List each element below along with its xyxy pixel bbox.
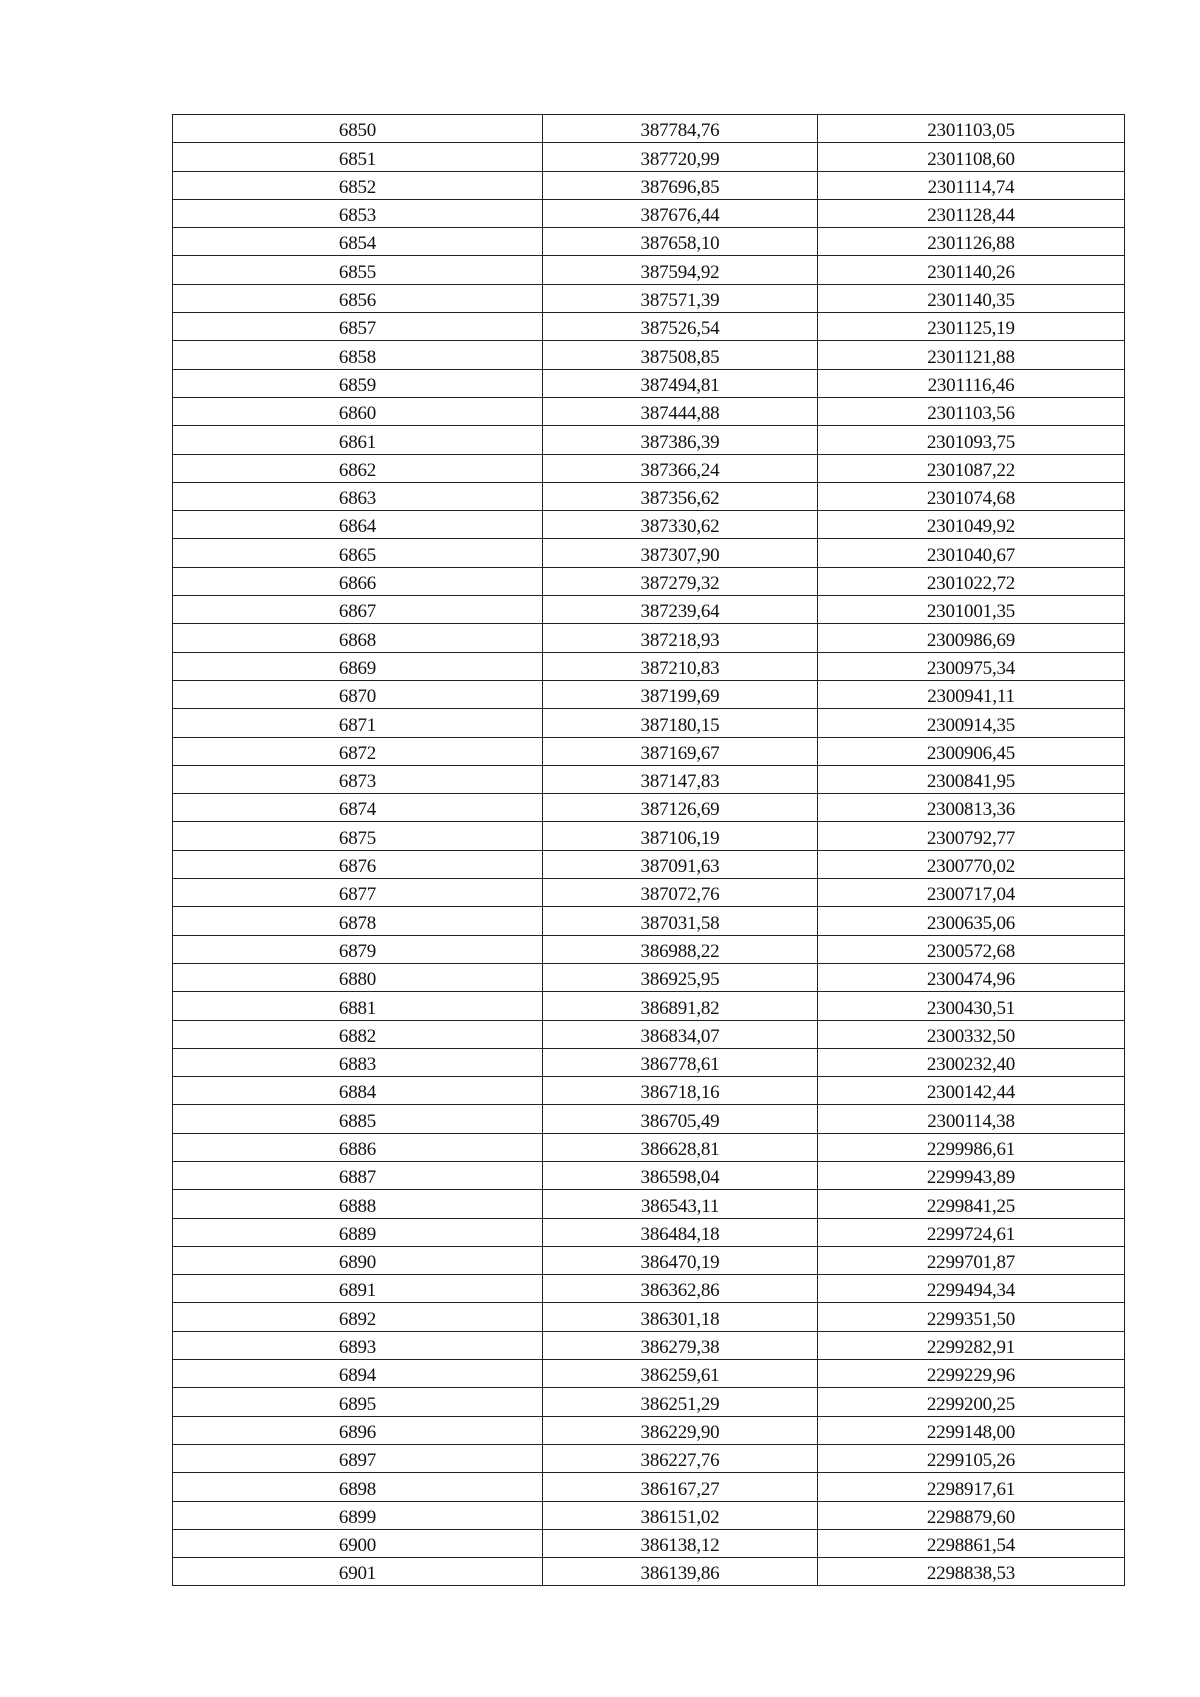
point-number-cell: 6892 [173, 1303, 543, 1331]
point-number-cell: 6857 [173, 313, 543, 341]
x-coordinate-cell: 387356,62 [543, 482, 818, 510]
y-coordinate-cell: 2301074,68 [818, 482, 1125, 510]
x-coordinate-cell: 387199,69 [543, 680, 818, 708]
x-coordinate-cell: 386778,61 [543, 1048, 818, 1076]
x-coordinate-cell: 387210,83 [543, 652, 818, 680]
y-coordinate-cell: 2301128,44 [818, 199, 1125, 227]
y-coordinate-cell: 2301022,72 [818, 567, 1125, 595]
table-row [173, 680, 1125, 708]
point-number-cell: 6894 [173, 1360, 543, 1388]
point-number-cell: 6895 [173, 1388, 543, 1416]
table-row [173, 850, 1125, 878]
y-coordinate-cell: 2299494,34 [818, 1275, 1125, 1303]
x-coordinate-cell: 387239,64 [543, 596, 818, 624]
y-coordinate-cell: 2300813,36 [818, 794, 1125, 822]
point-number-cell: 6879 [173, 935, 543, 963]
table-row [173, 1558, 1125, 1586]
table-row [173, 1190, 1125, 1218]
y-coordinate-cell: 2298879,60 [818, 1501, 1125, 1529]
y-coordinate-cell: 2298917,61 [818, 1473, 1125, 1501]
y-coordinate-cell: 2299105,26 [818, 1444, 1125, 1472]
x-coordinate-cell: 386139,86 [543, 1558, 818, 1586]
y-coordinate-cell: 2301108,60 [818, 143, 1125, 171]
y-coordinate-cell: 2300975,34 [818, 652, 1125, 680]
x-coordinate-cell: 387330,62 [543, 511, 818, 539]
x-coordinate-cell: 387494,81 [543, 369, 818, 397]
point-number-cell: 6862 [173, 454, 543, 482]
table-row [173, 1218, 1125, 1246]
y-coordinate-cell: 2299229,96 [818, 1360, 1125, 1388]
y-coordinate-cell: 2301103,56 [818, 397, 1125, 425]
table-row [173, 709, 1125, 737]
table-row [173, 1473, 1125, 1501]
x-coordinate-cell: 387526,54 [543, 313, 818, 341]
y-coordinate-cell: 2300572,68 [818, 935, 1125, 963]
x-coordinate-cell: 386470,19 [543, 1246, 818, 1274]
y-coordinate-cell: 2300332,50 [818, 1020, 1125, 1048]
x-coordinate-cell: 387126,69 [543, 794, 818, 822]
point-number-cell: 6878 [173, 907, 543, 935]
y-coordinate-cell: 2299282,91 [818, 1331, 1125, 1359]
table-row [173, 1444, 1125, 1472]
x-coordinate-cell: 387279,32 [543, 567, 818, 595]
table-row [173, 596, 1125, 624]
table-row [173, 539, 1125, 567]
table-row [173, 426, 1125, 454]
point-number-cell: 6876 [173, 850, 543, 878]
table-row [173, 454, 1125, 482]
point-number-cell: 6899 [173, 1501, 543, 1529]
y-coordinate-cell: 2301121,88 [818, 341, 1125, 369]
coordinates-table-body [173, 115, 1125, 1586]
x-coordinate-cell: 386229,90 [543, 1416, 818, 1444]
y-coordinate-cell: 2298861,54 [818, 1529, 1125, 1557]
coordinates-table [172, 114, 1125, 1586]
point-number-cell: 6865 [173, 539, 543, 567]
table-row [173, 822, 1125, 850]
x-coordinate-cell: 387072,76 [543, 879, 818, 907]
y-coordinate-cell: 2300792,77 [818, 822, 1125, 850]
table-row [173, 1331, 1125, 1359]
x-coordinate-cell: 387386,39 [543, 426, 818, 454]
point-number-cell: 6870 [173, 680, 543, 708]
point-number-cell: 6871 [173, 709, 543, 737]
table-row [173, 963, 1125, 991]
point-number-cell: 6859 [173, 369, 543, 397]
y-coordinate-cell: 2300142,44 [818, 1077, 1125, 1105]
y-coordinate-cell: 2299148,00 [818, 1416, 1125, 1444]
x-coordinate-cell: 387444,88 [543, 397, 818, 425]
point-number-cell: 6888 [173, 1190, 543, 1218]
x-coordinate-cell: 386705,49 [543, 1105, 818, 1133]
table-row [173, 1360, 1125, 1388]
table-row [173, 115, 1125, 143]
y-coordinate-cell: 2300114,38 [818, 1105, 1125, 1133]
point-number-cell: 6875 [173, 822, 543, 850]
x-coordinate-cell: 387169,67 [543, 737, 818, 765]
y-coordinate-cell: 2300430,51 [818, 992, 1125, 1020]
x-coordinate-cell: 387720,99 [543, 143, 818, 171]
point-number-cell: 6882 [173, 1020, 543, 1048]
point-number-cell: 6867 [173, 596, 543, 624]
point-number-cell: 6891 [173, 1275, 543, 1303]
y-coordinate-cell: 2300841,95 [818, 765, 1125, 793]
point-number-cell: 6872 [173, 737, 543, 765]
x-coordinate-cell: 386718,16 [543, 1077, 818, 1105]
point-number-cell: 6860 [173, 397, 543, 425]
y-coordinate-cell: 2298838,53 [818, 1558, 1125, 1586]
point-number-cell: 6886 [173, 1133, 543, 1161]
table-row [173, 1416, 1125, 1444]
point-number-cell: 6889 [173, 1218, 543, 1246]
point-number-cell: 6858 [173, 341, 543, 369]
table-row [173, 341, 1125, 369]
table-row [173, 624, 1125, 652]
y-coordinate-cell: 2300474,96 [818, 963, 1125, 991]
x-coordinate-cell: 386925,95 [543, 963, 818, 991]
x-coordinate-cell: 386138,12 [543, 1529, 818, 1557]
x-coordinate-cell: 386167,27 [543, 1473, 818, 1501]
y-coordinate-cell: 2300914,35 [818, 709, 1125, 737]
y-coordinate-cell: 2300770,02 [818, 850, 1125, 878]
point-number-cell: 6883 [173, 1048, 543, 1076]
y-coordinate-cell: 2301103,05 [818, 115, 1125, 143]
y-coordinate-cell: 2299200,25 [818, 1388, 1125, 1416]
table-row [173, 567, 1125, 595]
x-coordinate-cell: 387696,85 [543, 171, 818, 199]
y-coordinate-cell: 2299841,25 [818, 1190, 1125, 1218]
x-coordinate-cell: 386251,29 [543, 1388, 818, 1416]
table-row [173, 256, 1125, 284]
x-coordinate-cell: 387091,63 [543, 850, 818, 878]
x-coordinate-cell: 386834,07 [543, 1020, 818, 1048]
point-number-cell: 6880 [173, 963, 543, 991]
x-coordinate-cell: 386988,22 [543, 935, 818, 963]
point-number-cell: 6851 [173, 143, 543, 171]
table-row [173, 1275, 1125, 1303]
table-row [173, 369, 1125, 397]
x-coordinate-cell: 386362,86 [543, 1275, 818, 1303]
x-coordinate-cell: 387594,92 [543, 256, 818, 284]
point-number-cell: 6850 [173, 115, 543, 143]
table-row [173, 1133, 1125, 1161]
x-coordinate-cell: 386543,11 [543, 1190, 818, 1218]
table-row [173, 284, 1125, 312]
y-coordinate-cell: 2301140,35 [818, 284, 1125, 312]
point-number-cell: 6868 [173, 624, 543, 652]
point-number-cell: 6873 [173, 765, 543, 793]
table-row [173, 1303, 1125, 1331]
table-row [173, 171, 1125, 199]
x-coordinate-cell: 386891,82 [543, 992, 818, 1020]
x-coordinate-cell: 387658,10 [543, 228, 818, 256]
y-coordinate-cell: 2301126,88 [818, 228, 1125, 256]
table-row [173, 1048, 1125, 1076]
point-number-cell: 6853 [173, 199, 543, 227]
point-number-cell: 6863 [173, 482, 543, 510]
point-number-cell: 6854 [173, 228, 543, 256]
x-coordinate-cell: 387784,76 [543, 115, 818, 143]
point-number-cell: 6885 [173, 1105, 543, 1133]
table-row [173, 1388, 1125, 1416]
point-number-cell: 6900 [173, 1529, 543, 1557]
x-coordinate-cell: 387508,85 [543, 341, 818, 369]
y-coordinate-cell: 2300941,11 [818, 680, 1125, 708]
x-coordinate-cell: 386259,61 [543, 1360, 818, 1388]
table-row [173, 511, 1125, 539]
table-row [173, 1501, 1125, 1529]
point-number-cell: 6897 [173, 1444, 543, 1472]
point-number-cell: 6893 [173, 1331, 543, 1359]
table-row [173, 228, 1125, 256]
y-coordinate-cell: 2300717,04 [818, 879, 1125, 907]
table-row [173, 313, 1125, 341]
y-coordinate-cell: 2301114,74 [818, 171, 1125, 199]
point-number-cell: 6901 [173, 1558, 543, 1586]
x-coordinate-cell: 387180,15 [543, 709, 818, 737]
table-row [173, 1105, 1125, 1133]
table-row [173, 879, 1125, 907]
y-coordinate-cell: 2300906,45 [818, 737, 1125, 765]
y-coordinate-cell: 2301001,35 [818, 596, 1125, 624]
point-number-cell: 6881 [173, 992, 543, 1020]
point-number-cell: 6877 [173, 879, 543, 907]
y-coordinate-cell: 2301087,22 [818, 454, 1125, 482]
point-number-cell: 6861 [173, 426, 543, 454]
x-coordinate-cell: 386598,04 [543, 1161, 818, 1189]
table-row [173, 737, 1125, 765]
x-coordinate-cell: 387218,93 [543, 624, 818, 652]
point-number-cell: 6869 [173, 652, 543, 680]
table-row [173, 935, 1125, 963]
x-coordinate-cell: 386227,76 [543, 1444, 818, 1472]
x-coordinate-cell: 387147,83 [543, 765, 818, 793]
x-coordinate-cell: 386279,38 [543, 1331, 818, 1359]
point-number-cell: 6890 [173, 1246, 543, 1274]
table-row [173, 907, 1125, 935]
y-coordinate-cell: 2301040,67 [818, 539, 1125, 567]
table-row [173, 992, 1125, 1020]
point-number-cell: 6856 [173, 284, 543, 312]
y-coordinate-cell: 2299724,61 [818, 1218, 1125, 1246]
x-coordinate-cell: 387031,58 [543, 907, 818, 935]
point-number-cell: 6887 [173, 1161, 543, 1189]
point-number-cell: 6864 [173, 511, 543, 539]
table-row [173, 199, 1125, 227]
y-coordinate-cell: 2301093,75 [818, 426, 1125, 454]
x-coordinate-cell: 387307,90 [543, 539, 818, 567]
point-number-cell: 6874 [173, 794, 543, 822]
y-coordinate-cell: 2300635,06 [818, 907, 1125, 935]
table-row [173, 1161, 1125, 1189]
x-coordinate-cell: 386151,02 [543, 1501, 818, 1529]
point-number-cell: 6884 [173, 1077, 543, 1105]
y-coordinate-cell: 2301116,46 [818, 369, 1125, 397]
point-number-cell: 6855 [173, 256, 543, 284]
y-coordinate-cell: 2300986,69 [818, 624, 1125, 652]
y-coordinate-cell: 2301140,26 [818, 256, 1125, 284]
x-coordinate-cell: 387676,44 [543, 199, 818, 227]
y-coordinate-cell: 2301049,92 [818, 511, 1125, 539]
x-coordinate-cell: 386628,81 [543, 1133, 818, 1161]
y-coordinate-cell: 2299351,50 [818, 1303, 1125, 1331]
table-row [173, 482, 1125, 510]
x-coordinate-cell: 387106,19 [543, 822, 818, 850]
table-row [173, 1077, 1125, 1105]
point-number-cell: 6896 [173, 1416, 543, 1444]
y-coordinate-cell: 2299986,61 [818, 1133, 1125, 1161]
table-row [173, 143, 1125, 171]
table-row [173, 1020, 1125, 1048]
table-row [173, 1529, 1125, 1557]
table-row [173, 1246, 1125, 1274]
x-coordinate-cell: 386301,18 [543, 1303, 818, 1331]
x-coordinate-cell: 386484,18 [543, 1218, 818, 1246]
table-row [173, 652, 1125, 680]
point-number-cell: 6866 [173, 567, 543, 595]
table-row [173, 397, 1125, 425]
table-row [173, 794, 1125, 822]
y-coordinate-cell: 2301125,19 [818, 313, 1125, 341]
x-coordinate-cell: 387571,39 [543, 284, 818, 312]
y-coordinate-cell: 2300232,40 [818, 1048, 1125, 1076]
point-number-cell: 6898 [173, 1473, 543, 1501]
x-coordinate-cell: 387366,24 [543, 454, 818, 482]
y-coordinate-cell: 2299701,87 [818, 1246, 1125, 1274]
y-coordinate-cell: 2299943,89 [818, 1161, 1125, 1189]
point-number-cell: 6852 [173, 171, 543, 199]
table-row [173, 765, 1125, 793]
